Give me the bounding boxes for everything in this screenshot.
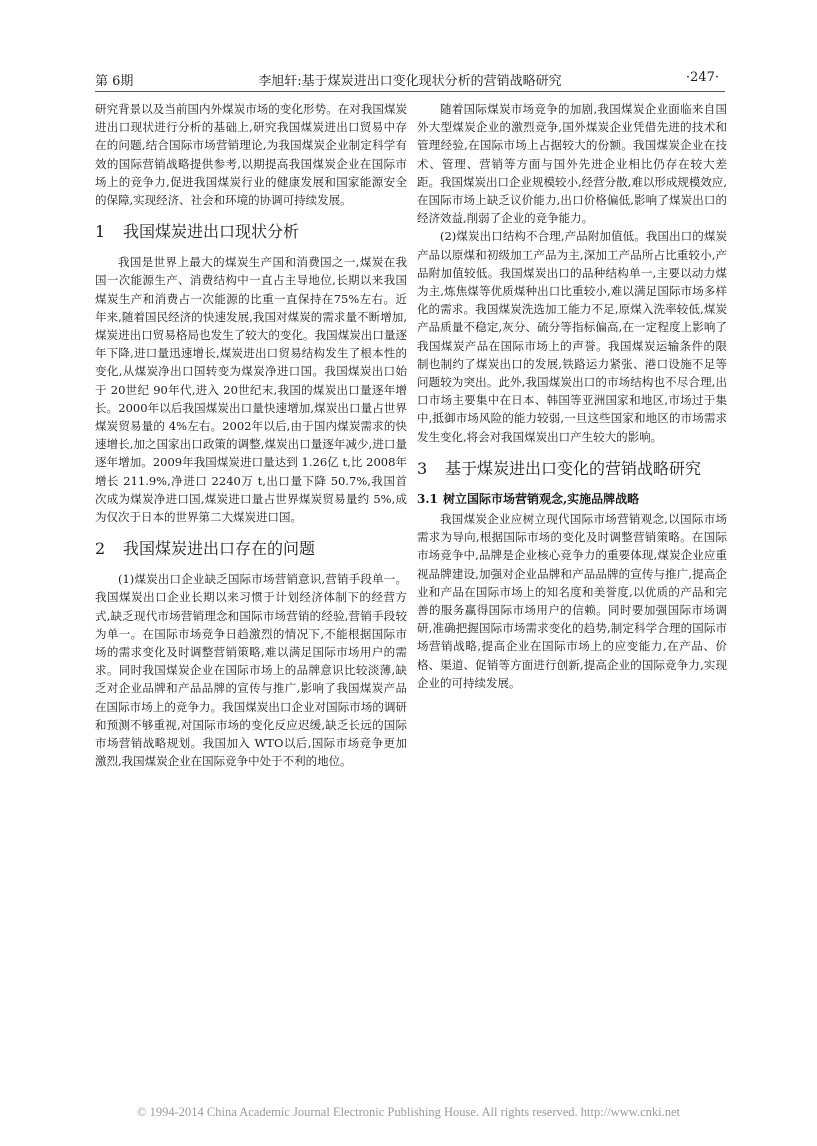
subsection-3-1-title: 树立国际市场营销观念,实施品牌战略 xyxy=(443,491,640,506)
section-2-title: 我国煤炭进出口存在的问题 xyxy=(123,539,316,559)
item-2-paragraph: (2)煤炭出口结构不合理,产品附加值低。我国出口的煤炭产品以原煤和初级加工产品为主,深加工产品所占比重较小,产品附加值较低。我国煤炭出口的品种结构单一,主要以动力煤为主,炼焦煤等优质煤种出口比重较小,难以满足国际市场多样化的需求。我国煤炭洗选加工能力不足,原煤入洗率较低,煤炭产品质量不稳定,灰分、硫分等指标偏高,在一定程度上影响了我国煤炭产品在国际市场上的声誉。我国煤炭运输条件的限制也制约了煤炭出口的发展,铁路运力紧张、港口设施不足等问题较为突出。此外,我国煤炭出口的市场结构也不尽合理,出口市场主要集中在日本、韩国等亚洲国家和地区,市场过于集中,抵御市场风险的能力较弱,一旦这些国家和地区的市场需求发生变化,将会对我国煤炭出口产生较大的影响。 xyxy=(417,229,727,444)
section-3-heading xyxy=(417,458,727,480)
section-1-paragraph: 我国是世界上最大的煤炭生产国和消费国之一,煤炭在我国一次能源生产、消费结构中一直占主导地位,长期以来我国煤炭生产和消费占一次能源的比重一直保持在75%左右。近年来,随着国民经济的快速发展,我国对煤炭的需求量不断增加,煤炭进出口贸易格局也发生了较大的变化。我国煤炭出口量逐年下降,进口量迅速增长,煤炭进出口贸易结构发生了根本性的变化,从煤炭净出口国转变为煤炭净进口国。我国煤炭出口始于 20世纪 90年代,进入 20世纪末,我国的煤炭出口量逐年增长。2000年以后我国煤炭出口量快速增加,煤炭出口量占世界煤炭贸易量的 4%左右。2002年以后,由于国内煤炭需求的快速增长,加之国家出口政策的调整,煤炭出口量逐年减少,进口量逐年增加。2009年我国煤炭进口量达到 1.26亿 t,比 2008年增长 211.9%,净进口 2240万 t,出口量下降 50.7%,我国首次成为煤炭净进口国,煤炭进口量占世界煤炭贸易量约 5%,成为仅次于日本的世界第二大煤炭进口国。 xyxy=(95,255,407,525)
subsection-3-1-heading xyxy=(417,490,727,508)
section-3-title: 基于煤炭进出口变化的营销战略研究 xyxy=(445,458,702,478)
section-1-heading xyxy=(95,221,407,243)
running-header xyxy=(95,70,725,90)
left-column xyxy=(95,100,407,771)
header-rule xyxy=(95,91,725,92)
subsection-3-1-number: 3.1 xyxy=(417,491,438,506)
continuation-paragraph: 随着国际煤炭市场竞争的加剧,我国煤炭企业面临来自国外大型煤炭企业的激烈竞争,国外煤炭企业凭借先进的技术和管理经验,在国际市场上占据较大的份额。我国煤炭企业在技术、管理、营销等方面与国外先进企业相比仍存在较大差距。我国煤炭出口企业规模较小,经营分散,难以形成规模效应,在国际市场上缺乏议价能力,出口价格偏低,影响了煤炭出口的经济效益,削弱了企业的竞争能力。 xyxy=(417,102,727,226)
issue-label: 第 6期 xyxy=(95,74,134,89)
section-2-heading xyxy=(95,538,407,560)
section-2-number: 2 xyxy=(95,539,106,559)
article-running-title: 李旭轩:基于煤炭进出口变化现状分析的营销战略研究 xyxy=(258,74,562,89)
right-column xyxy=(417,100,727,692)
copyright-footer: © 1994-2014 China Academic Journal Electronic Publishing House. All rights reserved. http://www.cnki.net xyxy=(137,1105,680,1119)
subsection-3-1-paragraph: 我国煤炭企业应树立现代国际市场营销观念,以国际市场需求为导向,根据国际市场的变化及时调整营销策略。在国际市场竞争中,品牌是企业核心竞争力的重要体现,煤炭企业应重视品牌建设,加强对企业品牌和产品品牌的宣传与推广,提高企业和产品在国际市场上的知名度和美誉度,以优质的产品和完善的服务赢得国际市场用户的信赖。同时要加强国际市场调研,准确把握国际市场需求变化的趋势,制定科学合理的国际市场营销战略,提高企业在国际市场上的应变能力,在产品、价格、渠道、促销等方面进行创新,提高企业的国际竞争力,实现企业的可持续发展。 xyxy=(417,512,727,690)
section-3-number: 3 xyxy=(417,458,428,478)
intro-paragraph: 研究背景以及当前国内外煤炭市场的变化形势。在对我国煤炭进出口现状进行分析的基础上,研究我国煤炭进出口贸易中存在的问题,结合国际市场营销理论,为我国煤炭企业制定科学有效的国际营销战略提供参考,以期提高我国煤炭企业在国际市场上的竞争力,促进我国煤炭行业的健康发展和国家能源安全的保障,实现经济、社会和环境的协调可持续发展。 xyxy=(95,102,407,208)
page-number: ·247· xyxy=(685,70,719,85)
section-1-number: 1 xyxy=(95,222,106,242)
section-1-title: 我国煤炭进出口现状分析 xyxy=(123,222,300,242)
section-2-paragraph: (1)煤炭出口企业缺乏国际市场营销意识,营销手段单一。我国煤炭出口企业长期以来习惯于计划经济体制下的经营方式,缺乏现代市场营销理念和国际市场营销的经验,营销手段较为单一。在国际市场竞争日趋激烈的情况下,不能根据国际市场的需求变化及时调整营销策略,难以满足国际市场用户的需求。同时我国煤炭企业在国际市场上的品牌意识比较淡薄,缺乏对企业品牌和产品品牌的宣传与推广,影响了我国煤炭产品在国际市场上的竞争力。我国煤炭出口企业对国际市场的调研和预测不够重视,对国际市场的变化反应迟缓,缺乏长远的国际市场营销战略规划。我国加入 WTO以后,国际市场竞争更加激烈,我国煤炭企业在国际竞争中处于不利的地位。 xyxy=(95,572,407,769)
